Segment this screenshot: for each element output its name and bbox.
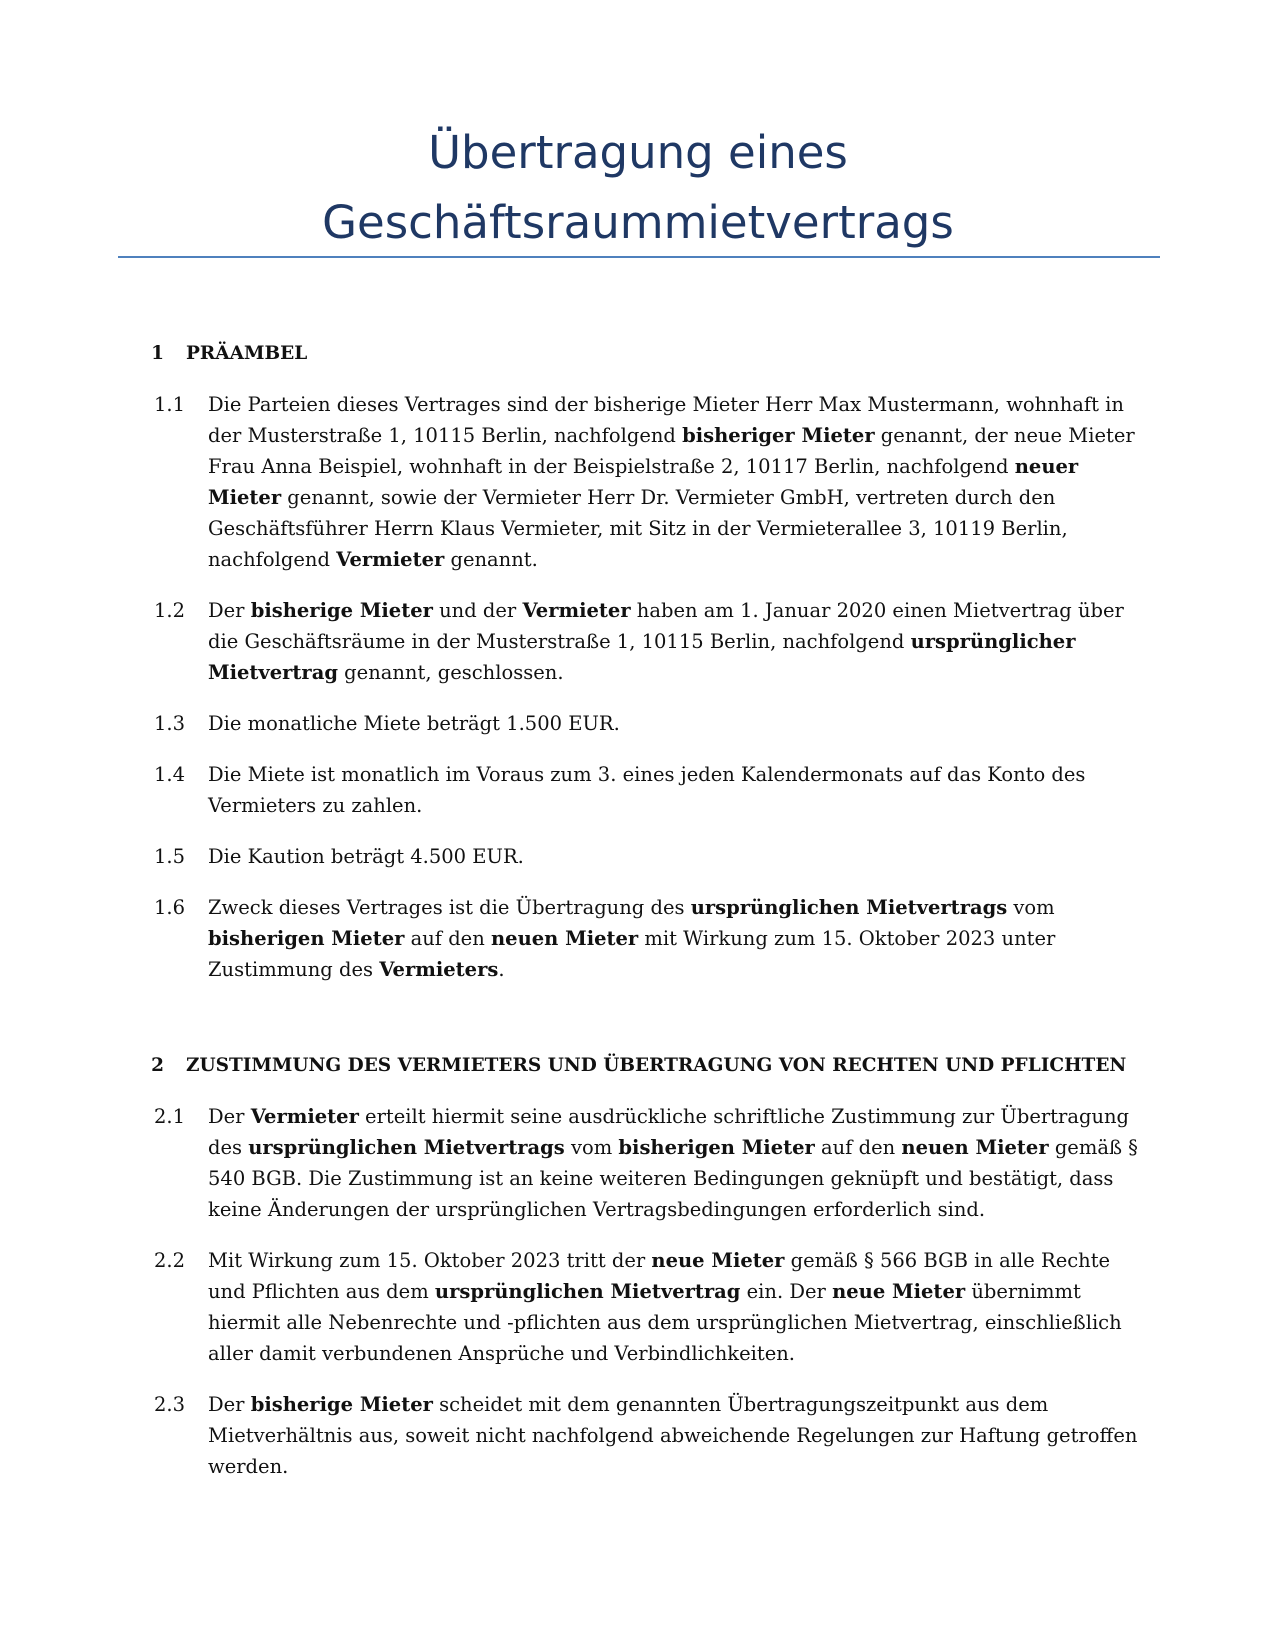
section-number: 1 <box>151 343 164 364</box>
clause-text <box>208 1101 1143 1225</box>
clause-text-run: und der <box>432 599 523 622</box>
clause-number: 1.6 <box>154 896 186 919</box>
defined-term: Vermieter <box>250 1105 359 1128</box>
clause-text-run: Die Kaution beträgt 4.500 EUR. <box>208 845 524 868</box>
section-title: ZUSTIMMUNG DES VERMIETERS UND ÜBERTRAGUNG VON RECHTEN UND PFLICHTEN <box>186 1055 1127 1076</box>
defined-term: bisherigen Mieter <box>618 1136 815 1159</box>
defined-term: bisherige Mieter <box>250 1393 433 1416</box>
clause-1-5 <box>118 841 1158 872</box>
defined-term: ursprünglichen Mietvertrags <box>690 896 1008 919</box>
defined-term: ursprünglichen Mietvertrags <box>248 1136 565 1159</box>
clause-text-run: genannt, geschlossen. <box>337 661 564 684</box>
defined-term: bisheriger Mieter <box>682 424 875 447</box>
clause-number: 1.5 <box>154 845 186 868</box>
defined-term: bisherigen Mieter <box>208 927 405 950</box>
clause-1-1 <box>118 389 1158 575</box>
clause-text-run: Der <box>208 599 251 622</box>
title-divider <box>118 256 1160 258</box>
clause-text-run: vom <box>564 1136 619 1159</box>
section-2-clauses <box>118 1101 1158 1482</box>
clause-1-6 <box>118 892 1158 985</box>
clause-text <box>208 1389 1143 1482</box>
clause-text-run: Die Miete ist monatlich im Voraus zum 3. eines jeden Kalendermonats auf das Konto des Vermieters zu zahlen. <box>208 763 1086 817</box>
clause-text-run: auf den <box>404 927 491 950</box>
clause-text-run: Die monatliche Miete beträgt 1.500 EUR. <box>208 712 620 735</box>
clause-text <box>208 841 1143 872</box>
defined-term: neuen Mieter <box>901 1136 1049 1159</box>
clause-number: 2.2 <box>154 1249 186 1272</box>
clause-text-run: vom <box>1007 896 1055 919</box>
defined-term: neue Mieter <box>651 1249 785 1272</box>
clause-text-run: erteilt hiermit seine ausdrückliche schriftliche Zustimmung zur Übertragung des <box>208 1105 1130 1159</box>
clause-text <box>208 892 1143 985</box>
clause-number: 1.4 <box>154 763 186 786</box>
clause-text <box>208 389 1143 575</box>
defined-term: ursprünglicher Mietvertrag <box>208 630 1076 684</box>
clause-text-run: auf den <box>814 1136 902 1159</box>
clause-text-run: scheidet mit dem genannten Übertragungszeitpunkt aus dem Mietverhältnis aus, soweit nicht nachfolgend abweichende Regelungen zur Haftung getroffen werden. <box>208 1393 1138 1478</box>
defined-term: Vermieter <box>522 599 631 622</box>
clause-number: 1.1 <box>154 393 186 416</box>
clause-number: 2.1 <box>154 1105 186 1128</box>
section-1-clauses <box>118 389 1158 985</box>
clause-number: 2.3 <box>154 1393 186 1416</box>
section-heading-1 <box>118 338 1158 369</box>
defined-term: neue Mieter <box>832 1280 966 1303</box>
clause-1-3 <box>118 708 1158 739</box>
clause-text-run: genannt, sowie der Vermieter Herr Dr. Vermieter GmbH, vertreten durch den Geschäftsführer Herrn Klaus Vermieter, mit Sitz in der Vermieterallee 3, 10119 Berlin, nachfolgend <box>208 486 1068 571</box>
clause-text-run: Der <box>208 1393 251 1416</box>
clause-text <box>208 595 1143 688</box>
clause-text-run: Der <box>208 1105 251 1128</box>
document-title <box>118 118 1158 258</box>
clause-text-run: genannt, der neue Mieter Frau Anna Beispiel, wohnhaft in der Beispielstraße 2, 10117 Berlin, nachfolgend <box>208 424 1135 478</box>
clause-text <box>208 1245 1143 1369</box>
clause-text-run: Zweck dieses Vertrages ist die Übertragung des <box>208 896 691 919</box>
section-title: PRÄAMBEL <box>186 343 308 364</box>
document-body <box>118 338 1158 1502</box>
defined-term: neuer Mieter <box>208 455 1079 509</box>
title-line-2: Geschäftsraummietvertrags <box>322 196 954 249</box>
clause-text <box>208 759 1143 821</box>
clause-text-run: gemäß § 566 BGB in alle Rechte und Pflichten aus dem <box>208 1249 1111 1303</box>
clause-text-run: mit Wirkung zum 15. Oktober 2023 unter Zustimmung des <box>208 927 1056 981</box>
title-line-1: Übertragung eines <box>428 126 848 179</box>
clause-number: 1.3 <box>154 712 186 735</box>
clause-1-4 <box>118 759 1158 821</box>
defined-term: neuen Mieter <box>490 927 639 950</box>
section-heading-2 <box>118 1050 1158 1081</box>
clause-2-3 <box>118 1389 1158 1482</box>
defined-term: Vermieter <box>336 548 445 571</box>
clause-text-run: Die Parteien dieses Vertrages sind der bisherige Mieter Herr Max Mustermann, wohnhaft in der Musterstraße 1, 10115 Berlin, nachfolgend <box>208 393 1124 447</box>
clause-text-run: haben am 1. Januar 2020 einen Mietvertrag über die Geschäftsräume in der Musterstraße 1, 10115 Berlin, nachfolgend <box>208 599 1124 653</box>
clause-text-run: ein. Der <box>740 1280 833 1303</box>
clause-text <box>208 708 1143 739</box>
clause-text-run: . <box>498 958 505 981</box>
clause-text-run: Mit Wirkung zum 15. Oktober 2023 tritt der <box>208 1249 652 1272</box>
defined-term: Vermieters <box>379 958 499 981</box>
clause-2-1 <box>118 1101 1158 1225</box>
clause-text-run: genannt. <box>444 548 538 571</box>
clause-text-run: gemäß § 540 BGB. Die Zustimmung ist an keine weiteren Bedingungen geknüpft und bestätigt, dass keine Änderungen der ursprünglichen Vertragsbedingungen erforderlich sind. <box>208 1136 1138 1221</box>
defined-term: ursprünglichen Mietvertrag <box>434 1280 741 1303</box>
defined-term: bisherige Mieter <box>250 599 433 622</box>
clause-1-2 <box>118 595 1158 688</box>
clause-2-2 <box>118 1245 1158 1369</box>
clause-number: 1.2 <box>154 599 186 622</box>
section-number: 2 <box>151 1055 164 1076</box>
clause-text-run: übernimmt hiermit alle Nebenrechte und -pflichten aus dem ursprünglichen Mietvertrag, einschließlich aller damit verbundenen Ansprüche und Verbindlichkeiten. <box>208 1280 1122 1365</box>
